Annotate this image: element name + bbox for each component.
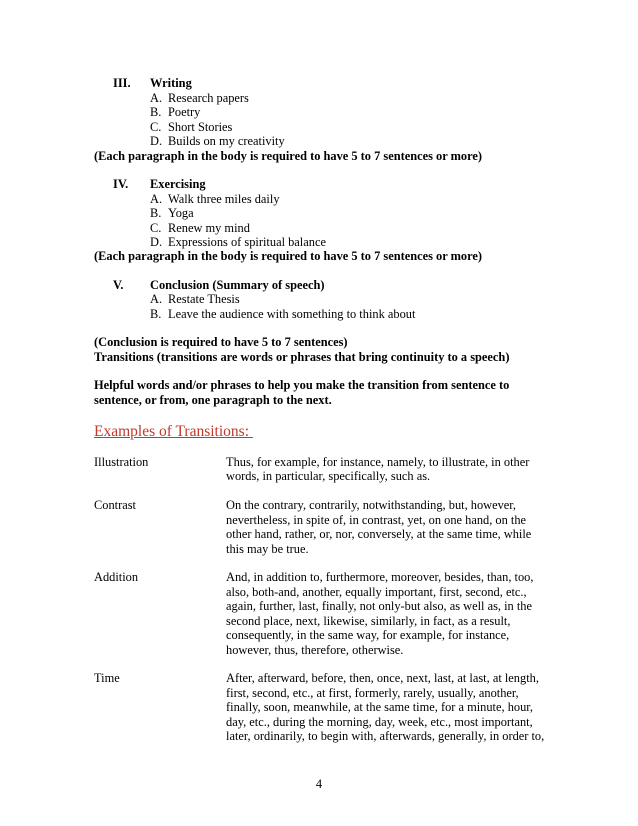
transition-examples-line: After, afterward, before, then, once, next, last, at last, at length, bbox=[226, 671, 539, 685]
helpful-words-line: sentence, or from, one paragraph to the next. bbox=[94, 393, 332, 407]
transition-examples-line: other hand, rather, or, nor, conversely, at the same time, while bbox=[226, 527, 532, 541]
transition-term: Addition bbox=[94, 570, 139, 584]
examples-heading: Examples of Transitions: bbox=[94, 423, 253, 440]
outline-item: D. Builds on my creativity bbox=[150, 134, 285, 148]
section-title: Writing bbox=[150, 76, 192, 90]
transition-examples-line: Thus, for example, for instance, namely, to illustrate, in other bbox=[226, 455, 530, 469]
section-title: Conclusion (Summary of speech) bbox=[150, 278, 325, 292]
transition-term: Contrast bbox=[94, 498, 136, 512]
transitions-definition: Transitions (transitions are words or phrases that bring continuity to a speech) bbox=[94, 350, 510, 364]
paragraph-requirement-note: (Each paragraph in the body is required to have 5 to 7 sentences or more) bbox=[94, 149, 483, 163]
transition-term: Illustration bbox=[94, 455, 149, 469]
transition-examples-line: finally, soon, meanwhile, at the same time, for a minute, hour, bbox=[226, 700, 534, 714]
transition-examples-line: day, etc., during the morning, day, week, etc., most important, bbox=[226, 715, 533, 729]
transition-examples-line: later, ordinarily, to begin with, afterwards, generally, in order to, bbox=[226, 729, 545, 743]
transition-examples-line: second place, next, likewise, similarly, in fact, as a result, bbox=[226, 614, 511, 628]
transition-term: Time bbox=[94, 671, 120, 685]
outline-item: B. Poetry bbox=[150, 105, 201, 119]
section-title: Exercising bbox=[150, 177, 206, 191]
outline-item: C. Renew my mind bbox=[150, 221, 250, 235]
outline-item: B. Leave the audience with something to think about bbox=[150, 307, 416, 321]
transition-examples-line: first, second, etc., at first, formerly, rarely, usually, another, bbox=[226, 686, 519, 700]
transition-examples-line: this may be true. bbox=[226, 542, 309, 556]
outline-item: C. Short Stories bbox=[150, 120, 233, 134]
section-numeral: V. bbox=[113, 278, 124, 292]
transition-examples-line: also, both-and, another, equally important, first, second, etc., bbox=[226, 585, 527, 599]
helpful-words-line: Helpful words and/or phrases to help you make the transition from sentence to bbox=[94, 378, 510, 392]
transition-examples-line: words, in particular, specifically, such as. bbox=[226, 469, 431, 483]
outline-item: A. Walk three miles daily bbox=[150, 192, 280, 206]
outline-item: B. Yoga bbox=[150, 206, 194, 220]
outline-item: A. Restate Thesis bbox=[150, 292, 240, 306]
transition-examples-line: nevertheless, in spite of, in contrast, yet, on one hand, on the bbox=[226, 513, 527, 527]
outline-item: D. Expressions of spiritual balance bbox=[150, 235, 326, 249]
transition-examples-line: again, further, last, finally, not only-but also, as well as, in the bbox=[226, 599, 532, 613]
transition-examples-line: consequently, in the same way, for example, for instance, bbox=[226, 628, 510, 642]
section-numeral: IV. bbox=[113, 177, 129, 191]
outline-item: A. Research papers bbox=[150, 91, 249, 105]
conclusion-note: (Conclusion is required to have 5 to 7 sentences) bbox=[94, 335, 348, 349]
transition-examples-line: On the contrary, contrarily, notwithstanding, but, however, bbox=[226, 498, 517, 512]
paragraph-requirement-note: (Each paragraph in the body is required to have 5 to 7 sentences or more) bbox=[94, 249, 483, 263]
transition-examples-line: however, thus, therefore, otherwise. bbox=[226, 643, 404, 657]
transition-examples-line: And, in addition to, furthermore, moreover, besides, than, too, bbox=[226, 570, 534, 584]
section-numeral: III. bbox=[113, 76, 131, 90]
page-number: 4 bbox=[315, 777, 323, 791]
